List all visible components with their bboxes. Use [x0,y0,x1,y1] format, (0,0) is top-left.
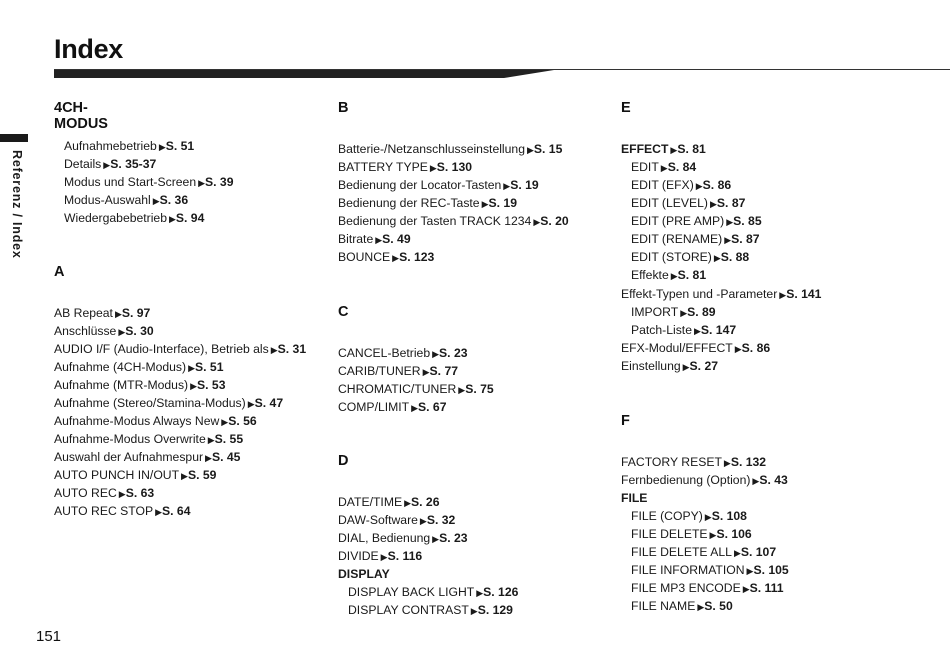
index-entry: Aufnahme-Modus Always New ▶S. 56 [54,414,257,428]
section-heading: C [338,304,349,320]
index-entry: DIAL, Bedienung ▶S. 23 [338,531,468,545]
index-entry: FILE (COPY) ▶S. 108 [631,509,747,523]
section-heading: D [338,453,349,469]
index-entry: CARIB/TUNER ▶S. 77 [338,364,459,378]
side-section-label: Referenz / Index [10,150,24,259]
index-entry: BOUNCE ▶S. 123 [338,250,435,264]
index-entry: Wiedergabebetrieb ▶S. 94 [64,211,205,225]
index-entry: EDIT (LEVEL) ▶S. 87 [631,196,746,210]
index-entry: Auswahl der Aufnahmespur ▶S. 45 [54,450,241,464]
index-entry: Einstellung ▶S. 27 [621,359,719,373]
index-entry: AUTO REC STOP ▶S. 64 [54,504,191,518]
index-entry: Modus-Auswahl ▶S. 36 [64,193,189,207]
index-entry: BATTERY TYPE ▶S. 130 [338,160,473,174]
index-entry: Aufnahme (4CH-Modus) ▶S. 51 [54,360,224,374]
title-rule [54,69,950,70]
index-entry: Batterie-/Netzanschlusseinstellung ▶S. 15 [338,142,563,156]
page-title: Index [54,34,124,64]
section-heading: E [621,100,631,116]
index-entry: EFX-Modul/EFFECT ▶S. 86 [621,341,771,355]
index-entry: IMPORT ▶S. 89 [631,305,716,319]
index-entry: Aufnahme-Modus Overwrite ▶S. 55 [54,432,244,446]
index-entry: EDIT (STORE) ▶S. 88 [631,250,750,264]
index-entry: Aufnahme (Stereo/Stamina-Modus) ▶S. 47 [54,396,284,410]
index-entry: Modus und Start-Screen ▶S. 39 [64,175,234,189]
index-entry: Details ▶S. 35-37 [64,157,157,171]
index-entry: Anschlüsse ▶S. 30 [54,324,154,338]
index-entry: Effekt-Typen und -Parameter ▶S. 141 [621,287,822,301]
index-entry: CHROMATIC/TUNER ▶S. 75 [338,382,494,396]
section-heading: B [338,100,349,116]
index-entry: AUTO PUNCH IN/OUT ▶S. 59 [54,468,217,482]
index-entry: EDIT ▶S. 84 [631,160,697,174]
index-entry: Effekte ▶S. 81 [631,268,707,282]
index-entry: Bedienung der REC-Taste ▶S. 19 [338,196,517,210]
index-entry: FILE MP3 ENCODE ▶S. 111 [631,581,784,595]
index-entry: Bedienung der Locator-Tasten ▶S. 19 [338,178,539,192]
index-entry-group-heading: FILE [621,491,648,505]
index-entry: AUTO REC ▶S. 63 [54,486,155,500]
index-entry: AUDIO I/F (Audio-Interface), Betrieb als ▶S. 31 [54,342,307,356]
index-entry: FILE DELETE ▶S. 106 [631,527,752,541]
section-heading: 4CH-MODUS [54,100,108,132]
index-entry: EDIT (RENAME) ▶S. 87 [631,232,760,246]
index-entry: Aufnahmebetrieb ▶S. 51 [64,139,195,153]
index-entry: AB Repeat ▶S. 97 [54,306,151,320]
section-heading: F [621,413,630,429]
index-entry: FILE INFORMATION ▶S. 105 [631,563,789,577]
page-number: 151 [36,628,62,645]
index-entry: EDIT (PRE AMP) ▶S. 85 [631,214,762,228]
index-entry: COMP/LIMIT ▶S. 67 [338,400,447,414]
index-entry: FILE DELETE ALL ▶S. 107 [631,545,777,559]
index-entry: Aufnahme (MTR-Modus) ▶S. 53 [54,378,226,392]
index-entry: Patch-Liste ▶S. 147 [631,323,737,337]
index-entry-group-heading: DISPLAY [338,567,390,581]
index-entry: DIVIDE ▶S. 116 [338,549,423,563]
side-tab-marker [0,134,28,142]
index-entry: DATE/TIME ▶S. 26 [338,495,440,509]
index-entry: EDIT (EFX) ▶S. 86 [631,178,732,192]
index-entry: Bitrate ▶S. 49 [338,232,411,246]
index-entry: FACTORY RESET ▶S. 132 [621,455,767,469]
index-entry: Fernbedienung (Option) ▶S. 43 [621,473,788,487]
index-entry: DISPLAY CONTRAST ▶S. 129 [348,603,513,617]
index-entry: DISPLAY BACK LIGHT ▶S. 126 [348,585,519,599]
index-entry: DAW-Software ▶S. 32 [338,513,456,527]
index-entry: EFFECT ▶S. 81 [621,142,706,156]
section-heading: A [54,264,65,280]
index-entry: Bedienung der Tasten TRACK 1234 ▶S. 20 [338,214,569,228]
index-entry: CANCEL-Betrieb ▶S. 23 [338,346,468,360]
index-entry: FILE NAME ▶S. 50 [631,599,733,613]
title-underline-bar [54,70,554,78]
